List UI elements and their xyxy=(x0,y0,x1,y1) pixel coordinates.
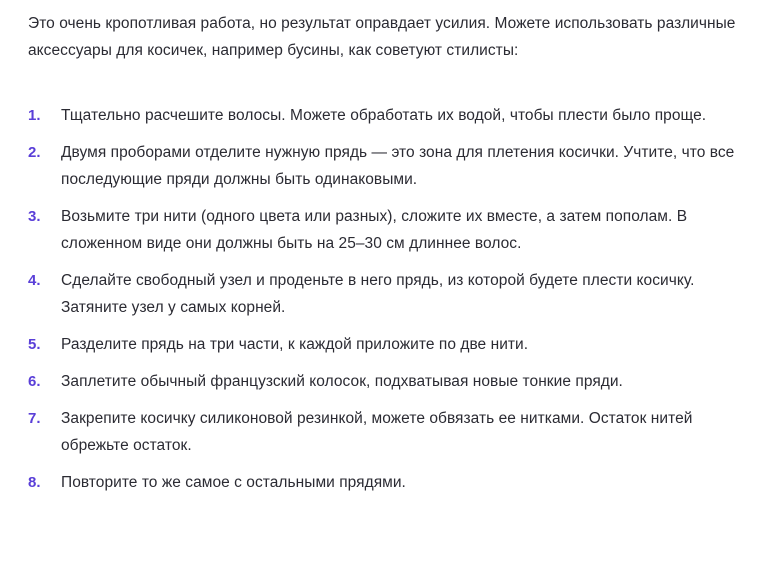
step-number: 4. xyxy=(28,272,41,289)
step-text: Заплетите обычный французский колосок, подхватывая новые тонкие пряди. xyxy=(61,373,623,390)
list-item xyxy=(28,405,747,459)
step-text: Повторите то же самое с остальными прядями. xyxy=(61,474,406,491)
step-text: Двумя проборами отделите нужную прядь — это зона для плетения косички. Учтите, что все последующие пряди должны быть одинаковыми. xyxy=(61,144,735,188)
step-number: 8. xyxy=(28,474,41,491)
list-item xyxy=(28,203,747,257)
step-number: 6. xyxy=(28,373,41,390)
step-number: 3. xyxy=(28,208,41,225)
list-item xyxy=(28,102,747,129)
steps-list xyxy=(28,102,747,496)
step-text: Разделите прядь на три части, к каждой приложите по две нити. xyxy=(61,336,529,353)
step-text: Сделайте свободный узел и проденьте в него прядь, из которой будете плести косичку. Затяните узел у самых корней. xyxy=(61,272,695,316)
step-text: Закрепите косичку силиконовой резинкой, можете обвязать ее нитками. Остаток нитей обрежьте остаток. xyxy=(61,410,693,454)
step-text: Тщательно расчешите волосы. Можете обработать их водой, чтобы плести было проще. xyxy=(61,107,707,124)
list-item xyxy=(28,139,747,193)
step-number: 1. xyxy=(28,107,41,124)
list-item xyxy=(28,331,747,358)
intro-paragraph: Это очень кропотливая работа, но результат оправдает усилия. Можете использовать различные аксессуары для косичек, например бусины, как советуют стилисты: xyxy=(28,15,736,59)
list-item xyxy=(28,469,747,496)
step-number: 2. xyxy=(28,144,41,161)
step-text: Возьмите три нити (одного цвета или разных), сложите их вместе, а затем пополам. В сложенном виде они должны быть на 25–30 см длиннее волос. xyxy=(61,208,688,252)
list-item xyxy=(28,267,747,321)
step-number: 5. xyxy=(28,336,41,353)
step-number: 7. xyxy=(28,410,41,427)
list-item xyxy=(28,368,747,395)
